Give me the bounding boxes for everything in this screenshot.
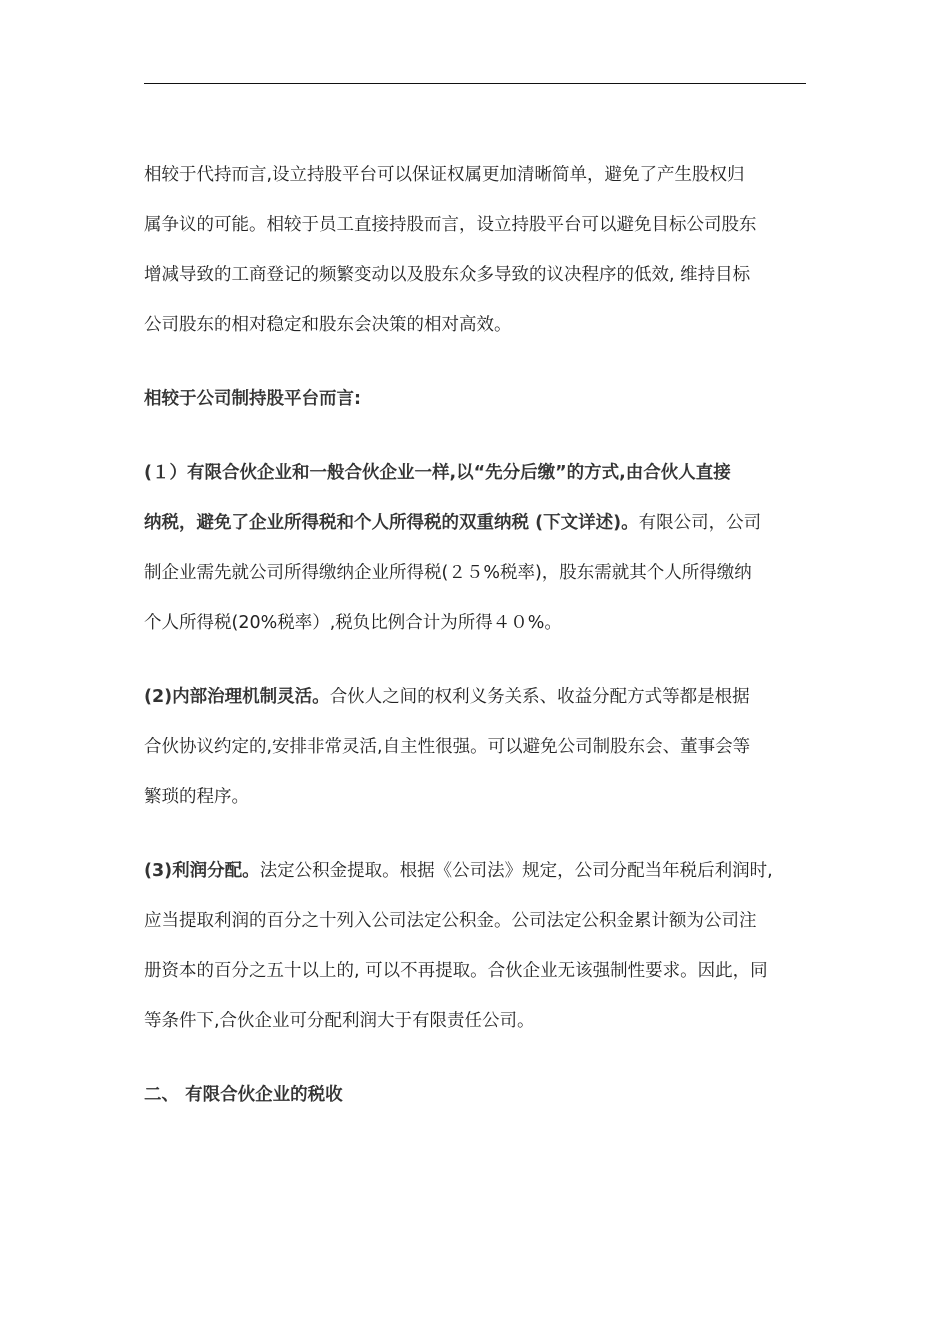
text-line: 相较于代持而言,设立持股平台可以保证权属更加清晰简单，避免了产生股权归: [144, 165, 745, 185]
header-rule: [144, 83, 806, 84]
paragraph-point-1-tax: [144, 448, 808, 648]
paragraph-holding-platform-advantages: [144, 150, 808, 350]
text-line: [144, 846, 808, 896]
bold-phrase: (3)利润分配。: [144, 861, 260, 881]
text-line: 合伙协议约定的,安排非常灵活,自主性很强。可以避免公司制股东会、董事会等: [144, 737, 751, 757]
text-line: 册资本的百分之五十以上的, 可以不再提取。合伙企业无该强制性要求。因此，同: [144, 961, 768, 981]
paragraph-point-2-governance: [144, 672, 808, 822]
text-line: 公司股东的相对稳定和股东会决策的相对高效。: [144, 315, 512, 335]
section-heading-company-platform: 相较于公司制持股平台而言:: [144, 389, 361, 409]
text-line: 个人所得税(20%税率）,税负比例合计为所得４０%。: [144, 613, 562, 633]
bold-phrase: 纳税，避免了企业所得税和个人所得税的双重纳税 (下文详述)。: [144, 513, 639, 533]
text-line: (１）有限合伙企业和一般合伙企业一样,以“先分后缴”的方式,由合伙人直接: [144, 463, 731, 483]
paragraph-point-3-profit-distribution: [144, 846, 808, 1046]
text-line: 应当提取利润的百分之十列入公司法定公积金。公司法定公积金累计额为公司注: [144, 911, 757, 931]
section-heading-limited-partnership-tax: 二、 有限合伙企业的税收: [144, 1085, 343, 1105]
text-line: 增减导致的工商登记的频繁变动以及股东众多导致的议决程序的低效, 维持目标: [144, 265, 751, 285]
normal-phrase: 合伙人之间的权利义务关系、收益分配方式等都是根据: [329, 687, 750, 707]
text-line: 繁琐的程序。: [144, 787, 249, 807]
normal-phrase: 法定公积金提取。根据《公司法》规定，公司分配当年税后利润时,: [259, 861, 773, 881]
normal-phrase: 有限公司，公司: [638, 513, 762, 533]
text-line: [144, 672, 808, 722]
text-line: [144, 498, 808, 548]
text-line: 属争议的可能。相较于员工直接持股而言，设立持股平台可以避免目标公司股东: [144, 215, 757, 235]
text-line: 等条件下,合伙企业可分配利润大于有限责任公司。: [144, 1011, 535, 1031]
bold-phrase: (2)内部治理机制灵活。: [144, 687, 330, 707]
text-line: 制企业需先就公司所得缴纳企业所得税(２５%税率)，股东需就其个人所得缴纳: [144, 563, 752, 583]
document-body: [144, 150, 808, 1120]
